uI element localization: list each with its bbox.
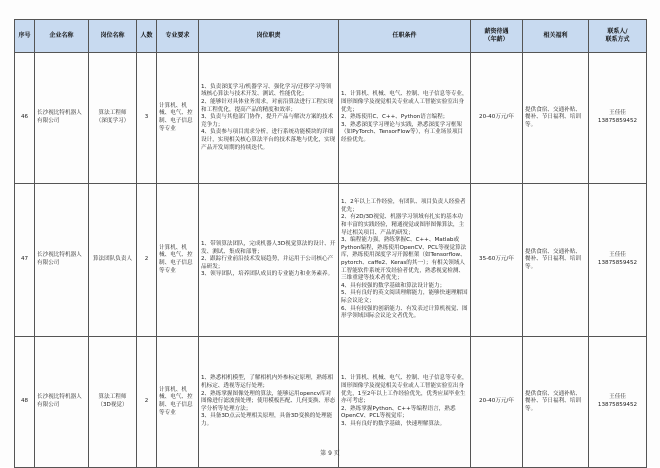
row-salary: 20-40万元/年 [471,53,523,184]
row-position: 算法团队负责人 [89,184,137,337]
row-company: 长沙视比特机器人有限公司 [35,53,89,184]
row-duties: 1、带领算法团队，完成机器人3D视觉算法的设计、开发、测试、集成和部署； 2、跟踪行业前沿技术发展趋势，并运用于公司核心产品研发； 3、领导团队，培养团队成员的专业能力和业务素养。 [199,184,339,337]
row-salary: 35-60万元/年 [471,184,523,337]
header-major: 专业要求 [157,20,199,53]
row-major: 计算机、机械、电气、控制、电子信息等专业 [157,184,199,337]
row-benefits: 提供食宿、交通补贴、餐补、节日福利、培训等。 [523,337,589,468]
row-duties: 1、熟悉相机模型，了解相机内外参标定原理，熟练相机标定、透视等运行处理； 2、熟练掌握图像处理的算法，能够运用opencv库对图像进行滤波预处理；使用模板匹配、几何变换、形态学分析等处理方法； 3、具备3D点云处理相关原理，具备3D变换的处理能力。 [199,337,339,468]
contact-phone: 13875859452 [597,260,638,266]
row-headcount: 2 [137,337,157,468]
row-position: 算法工程师 （3D视觉） [89,337,137,468]
row-company: 长沙视比特机器人有限公司 [35,337,89,468]
table-row [15,53,647,184]
header-requirements: 任职条件 [339,20,471,53]
header-benefits: 相关福利 [523,20,589,53]
contact-name: 王佳佳 [609,252,626,259]
row-position: 算法工程师 （深度学习） [89,53,137,184]
row-benefits: 提供食宿、交通补贴、餐补、节日福利、培训等。 [523,53,589,184]
row-duties: 1、负责深度学习/机器学习、强化学习/迁移学习等领域核心算法与技术开发、测试、性能优化； 2、能够针对具体业务需求，对前沿算法进行工程实现和工程优化，提高产品的精度和效率； 3、负责与其他部门协作，提升产品与解决方案的技术竞争力； 4、负责参与项目需求分析，进行系统功能模块的详细设计，实现相关核心算法平台的技术落地与优化，实现产品开发周期的持续迭代。 [199,53,339,184]
row-seq: 48 [15,337,35,468]
row-company: 长沙视比特机器人有限公司 [35,184,89,337]
header-salary: 薪资待遇 （年薪） [471,20,523,53]
contact-phone: 13875859452 [597,402,638,408]
row-headcount: 3 [137,53,157,184]
page-number: 第 9 页 [320,450,340,457]
table-header-row [15,20,647,53]
header-headcount: 人数 [137,20,157,53]
row-salary: 20-40万元/年 [471,337,523,468]
row-seq: 46 [15,53,35,184]
row-major: 计算机、机械、电气、控制、电子信息等专业 [157,337,199,468]
contact-name: 王佳佳 [609,110,626,117]
row-contact [589,184,647,337]
row-benefits: 提供食宿、交通补贴、餐补、节日福利、培训等。 [523,184,589,337]
table-row [15,184,647,337]
row-major: 计算机、机械、电气、控制、电子信息等专业 [157,53,199,184]
header-contact: 联系人/ 联系方式 [589,20,647,53]
header-company: 企业名称 [35,20,89,53]
row-seq: 47 [15,184,35,337]
row-requirements: 1、计算机、机械、电气、控制、电子信息等专业，图形图像学及视觉相关专业或人工智能实验室出身优先； 2、熟练使用C、C++、Python语言编程； 3、熟悉深度学习理论与实践，熟悉深度学习框架（如PyTorch、TensorFlow等），有工业场景项目经验优先。 [339,53,471,184]
contact-phone: 13875859452 [597,118,638,124]
job-listing-table [14,19,647,468]
row-contact [589,53,647,184]
header-seq: 序号 [15,20,35,53]
row-requirements: 1、2年以上工作经验，有团队、项目负责人经验者优先； 2、有2D/3D视觉、机器学习领域有扎实的基本功和丰富的实践经验，精通视觉或图形图像算法，主导过相关项目、产品的研发； 3、编程能力强，熟练掌握C、C++、Matlab或Python编程，熟练使用OpenCV、PCL等视觉算法库，熟练使用深度学习开源框架（如Tensorflow、pytorch、caffe2、Keras的其一）；有相关领域人工智能软件系统开发经验者优先，熟悉视觉检测、三维重建等技术者优先； 4、具有较强的数学基础和算法设计能力； 5、具有良好的英文阅读理解能力，能够快速理解国际会议论文； 6、具有较强的创新能力、有发表过计算机视觉、图形学领域国际会议论文者优先。 [339,184,471,337]
header-position: 岗位名称 [89,20,137,53]
header-duties: 岗位职责 [199,20,339,53]
row-headcount: 2 [137,184,157,337]
row-requirements: 1、计算机、机械、电气、控制、电子信息等专业，图形图像学及视觉相关专业或人工智能实验室出身优先，1至2年以上工作经验优先，优秀应届毕业生亦可考虑； 2、熟练掌握Python、C++等编程语言，熟悉OpenCV、PCL等视觉库； 3、具有良好的数学基础，快速理解算法。 [339,337,471,468]
contact-name: 王佳佳 [609,394,626,401]
